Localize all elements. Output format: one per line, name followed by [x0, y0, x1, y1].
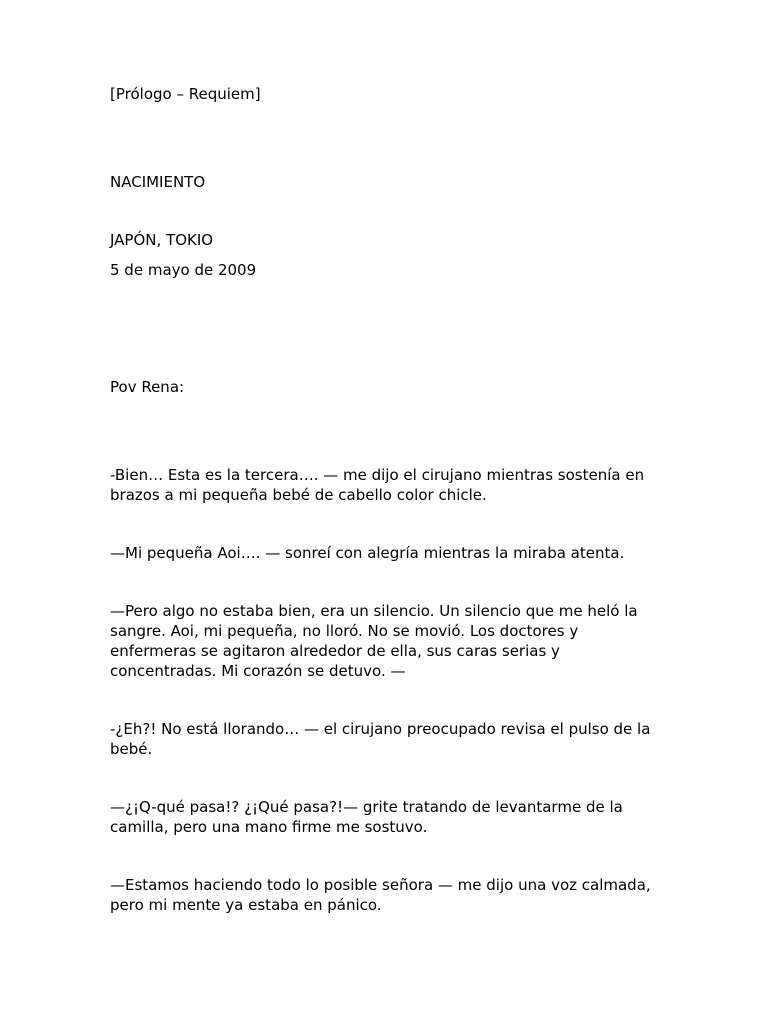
paragraph: —Mi pequeña Aoi…. — sonreí con alegría mientras la miraba atenta.	[110, 544, 625, 562]
paragraph: -¿Eh?! No está llorando… — el cirujano preocupado revisa el pulso de la bebé.	[110, 720, 651, 758]
section-title: NACIMIENTO	[110, 173, 206, 191]
pov-label: Pov Rena:	[110, 378, 185, 396]
paragraph: -Bien… Esta es la tercera…. — me dijo el cirujano mientras sostenía en brazos a mi pequeña bebé de cabello color chicle.	[110, 466, 645, 504]
location-line: JAPÓN, TOKIO	[110, 231, 214, 249]
chapter-heading: [Prólogo – Requiem]	[110, 85, 261, 103]
date-line: 5 de mayo de 2009	[110, 261, 257, 279]
paragraph: —¿¡Q-qué pasa!? ¿¡Qué pasa?!— grite tratando de levantarme de la camilla, pero una mano firme me sostuvo.	[110, 798, 623, 836]
paragraph: —Pero algo no estaba bien, era un silencio. Un silencio que me heló la sangre. Aoi, mi pequeña, no lloró. No se movió. Los doctores y enfermeras se agitaron alrededor de ella, sus caras serias y concentradas. Mi corazón se detuvo. —	[110, 602, 638, 680]
paragraph: —Estamos haciendo todo lo posible señora — me dijo una voz calmada, pero mi mente ya estaba en pánico.	[110, 876, 651, 914]
